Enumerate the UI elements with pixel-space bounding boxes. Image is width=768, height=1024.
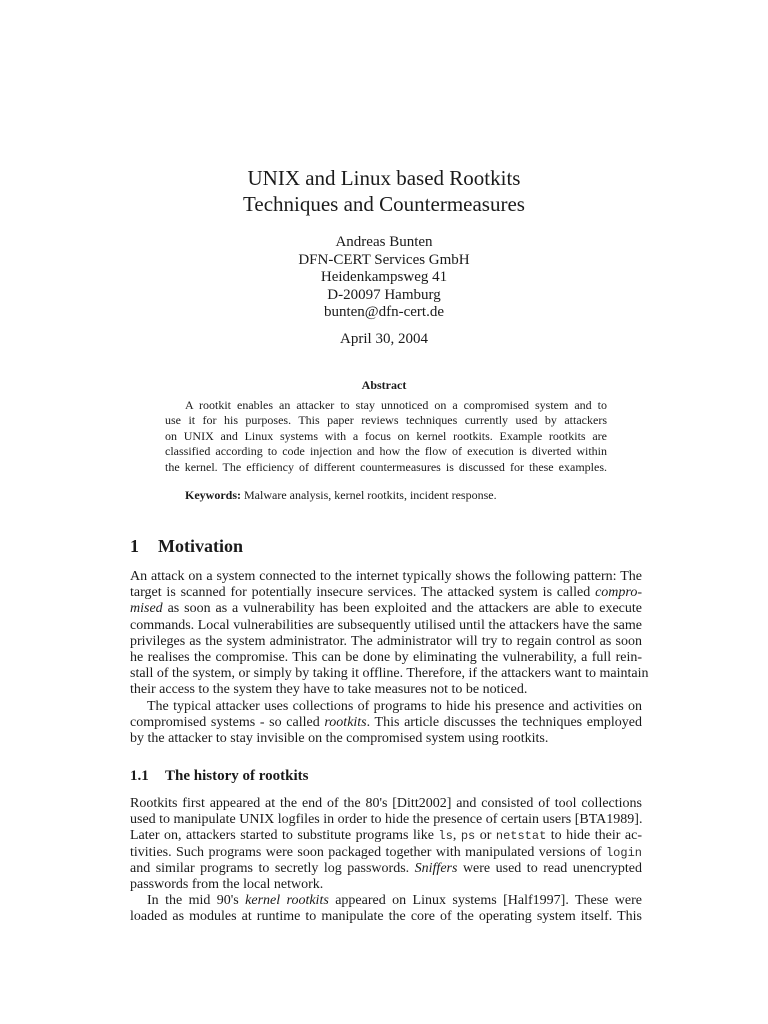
- paragraph-line: their access to the system they have to take measures not to be noticed.: [130, 682, 528, 698]
- abstract-line: classified according to code injection and how the flow of execution is diverted within: [165, 444, 607, 459]
- author-city: D-20097 Hamburg: [327, 286, 441, 303]
- paragraph-line: Rootkits first appeared at the end of the 80's [Ditt2002] and consisted of tool collections: [130, 796, 642, 811]
- paragraph-line: by the attacker to stay invisible on the compromised system using rootkits.: [130, 731, 549, 747]
- publication-date: April 30, 2004: [340, 331, 428, 347]
- paragraph-line: mised as soon as a vulnerability has been exploited and the attackers are able to execute: [130, 601, 642, 617]
- paragraph-line: stall of the system, or simply by taking it offline. Therefore, if the attackers want to maintain: [130, 666, 649, 682]
- abstract-line: on UNIX and Linux systems with a focus on kernel rootkits. Example rootkits are: [165, 428, 607, 443]
- abstract-body: [165, 398, 607, 475]
- paragraph-line: loaded as modules at runtime to manipulate the core of the operating system itself. This: [130, 909, 642, 925]
- keywords: [185, 488, 497, 503]
- subsection-heading-history: [130, 768, 308, 785]
- author-name: Andreas Bunten: [335, 234, 433, 250]
- abstract-line: use it for his purposes. This paper reviews techniques currently used by attackers: [165, 413, 607, 428]
- paragraph-line: commands. Local vulnerabilities are subsequently utilised until the attackers have the same: [130, 617, 642, 633]
- subsection-number: 1.1: [130, 768, 149, 784]
- paragraph-line: The typical attacker uses collections of programs to hide his presence and activities on: [147, 698, 642, 714]
- emphasis: kernel rootkits: [245, 893, 329, 909]
- emphasis: compro-: [595, 585, 642, 601]
- emphasis: Sniffers: [414, 860, 458, 876]
- paper-title-line-1: UNIX and Linux based Rootkits: [247, 166, 521, 190]
- paragraph-line: Later on, attackers started to substitute programs like ls, ps or netstat to hide their ac-: [130, 828, 642, 844]
- paragraph-line: tivities. Such programs were soon packaged together with manipulated versions of login: [130, 844, 642, 860]
- code-text: ps: [460, 829, 476, 844]
- abstract-heading: Abstract: [361, 378, 407, 392]
- code-text: login: [605, 845, 642, 860]
- abstract-line: A rootkit enables an attacker to stay unnoticed on a compromised system and to: [185, 398, 607, 412]
- emphasis: mised: [130, 601, 163, 617]
- paragraph-line: In the mid 90's kernel rootkits appeared on Linux systems [Half1997]. These were: [147, 893, 643, 909]
- paragraph-line: used to manipulate UNIX logfiles in order to hide the presence of certain users [BTA1989].: [130, 812, 643, 828]
- paper-title-line-2: Techniques and Countermeasures: [243, 192, 525, 216]
- emphasis: rootkits: [324, 714, 367, 730]
- author-block: [0, 234, 768, 322]
- paragraph-line: and similar programs to secretly log passwords. Sniffers were used to read unencrypted: [130, 860, 642, 876]
- author-street: Heidenkampsweg 41: [320, 269, 448, 286]
- paragraph-line: target is scanned for potentially insecure services. The attacked system is called compro-: [130, 585, 642, 601]
- paragraph-line: he realises the compromise. This can be done by eliminating the vulnerability, a full rein-: [130, 650, 642, 666]
- paragraph-line: compromised systems - so called rootkits. This article discusses the techniques employed: [130, 714, 642, 730]
- author-email[interactable]: bunten@dfn-cert.de: [323, 304, 444, 321]
- paragraph-line: An attack on a system connected to the internet typically shows the following pattern: The: [130, 569, 642, 584]
- section-heading-motivation: [130, 536, 243, 557]
- keywords-text: Malware analysis, kernel rootkits, incident response.: [241, 488, 497, 502]
- section-title: Motivation: [158, 536, 243, 556]
- paragraph-line: passwords from the local network.: [130, 877, 324, 893]
- abstract-line: the kernel. The efficiency of different countermeasures is discussed for these examples.: [165, 459, 607, 474]
- subsection-title: The history of rootkits: [165, 768, 309, 784]
- section-motivation-body: [130, 569, 649, 747]
- keywords-label: Keywords:: [185, 488, 241, 502]
- code-text: netstat: [495, 829, 547, 844]
- section-number: 1: [130, 536, 139, 556]
- author-organization: DFN-CERT Services GmbH: [298, 251, 470, 268]
- paragraph-line: privileges as the system administrator. The administrator will try to regain control as soon: [130, 633, 642, 649]
- subsection-history-body: [130, 796, 642, 926]
- code-text: ls: [438, 829, 453, 844]
